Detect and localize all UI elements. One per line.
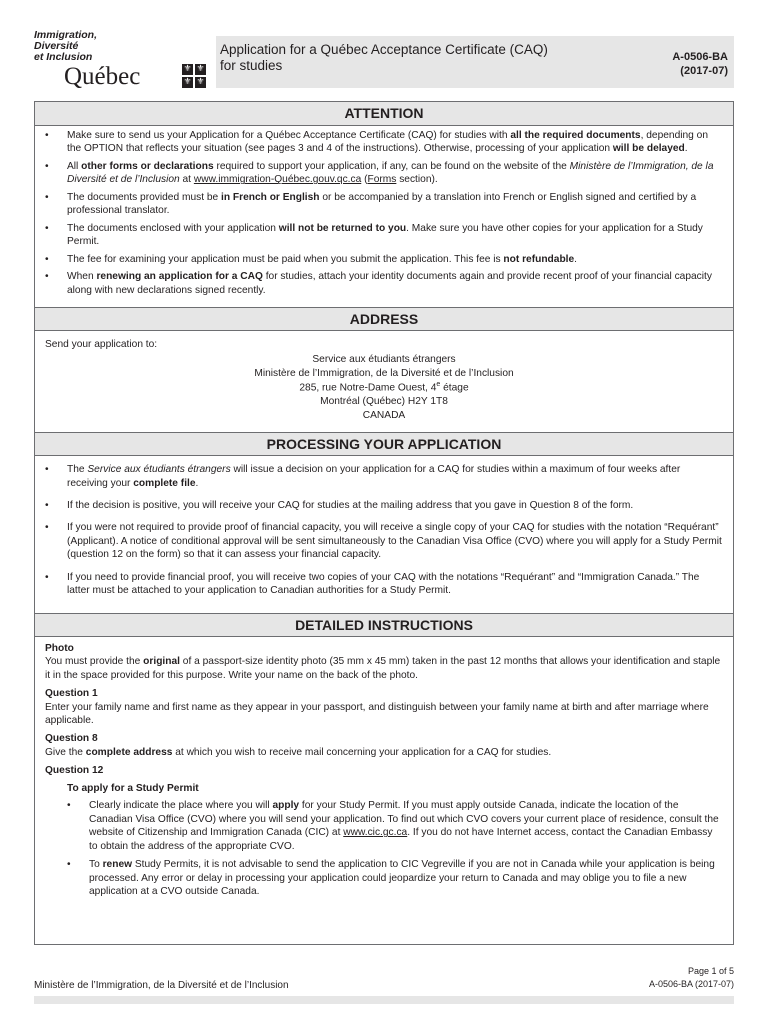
ministry-website-link[interactable]: www.immigration-Québec.gouv.qc.ca	[193, 174, 362, 186]
question-8-text: Give the complete address at which you wish to receive mail concerning your application for a CAQ for studies.	[45, 746, 552, 758]
forms-link[interactable]: Forms	[367, 174, 397, 186]
mailing-address: Service aux étudiants étrangers Ministère de l’Immigration, de la Diversité et de l’Inclusion 285, rue Notre-Dame Ouest, 4e étage Montréal (Québec) H2Y 1T8 CANADA	[254, 354, 514, 421]
question-1-text: Enter your family name and first name as they appear in your passport, and distinguish between your family name at birth and after marriage where applicable.	[45, 701, 709, 726]
list-item: • The Service aux étudiants étrangers will issue a decision on your application for a CAQ for studies within a maximum of four weeks after receiving your complete file.	[45, 463, 723, 490]
form-title: Application for a Québec Acceptance Certificate (CAQ) for studies	[220, 42, 548, 73]
footer-bar	[34, 996, 734, 1004]
question-8-heading: Question 8	[45, 733, 98, 745]
detailed-heading: DETAILED INSTRUCTIONS	[35, 613, 733, 637]
list-item: • If the decision is positive, you will receive your CAQ for studies at the mailing address that you gave in Question 8 of the form.	[45, 499, 723, 512]
study-permit-subheading: To apply for a Study Permit	[67, 782, 199, 794]
photo-heading: Photo	[45, 642, 74, 654]
list-item: • Make sure to send us your Application for a Québec Acceptance Certificate (CAQ) for studies with all the required documents, depending on the OPTION that reflects your situation (see pages 3 and 4 of the instructions). Otherwise, processing of your application will be delayed.	[45, 129, 723, 156]
attention-section	[35, 126, 733, 307]
quebec-wordmark: Québec	[64, 63, 141, 90]
list-item: • If you were not required to provide proof of financial capacity, you will receive a single copy of your CAQ for studies with the notation “Requérant” (Applicant). A notice of conditional approval will be sent simultaneously to the Canadian Visa Office (CVO) where you will apply for a Study Permit (question 12 on the form) so that it can assess your financial capacity.	[45, 521, 723, 561]
list-item: • All other forms or declarations required to support your application, if any, can be found on the website of the Ministère de l’Immigration, de la Diversité et de l’Inclusion at www.immigration-Québec.gouv.qc.ca (Forms section).	[45, 160, 723, 187]
list-item: • The documents enclosed with your application will not be returned to you. Make sure you have other copies for your application for a Study Permit.	[45, 222, 723, 249]
footer-ministry: Ministère de l’Immigration, de la Diversité et de l’Inclusion	[34, 980, 289, 991]
cic-website-link[interactable]: www.cic.gc.ca	[343, 827, 408, 839]
study-permit-list	[45, 799, 723, 898]
quebec-logo	[34, 30, 209, 92]
footer-page-info	[649, 965, 734, 991]
form-code: A-0506-BA (2017-07)	[672, 51, 728, 77]
list-item: • The fee for examining your application must be paid when you submit the application. This fee is not refundable.	[45, 253, 723, 266]
address-heading: ADDRESS	[35, 307, 733, 331]
processing-list	[45, 463, 723, 598]
list-item: • If you need to provide financial proof, you will receive two copies of your CAQ with the notations “Requérant” and “Immigration Canada.” The latter must be attached to your application to Canadian authorities for a Study Permit.	[45, 571, 723, 598]
list-item: • When renewing an application for a CAQ for studies, attach your identity documents again and provide recent proof of your financial capacity along with new declarations signed recently.	[45, 270, 723, 297]
photo-text: You must provide the original of a passport-size identity photo (35 mm x 45 mm) taken in the past 12 months that allows your identification and staple it in the space provided for this purpose. Write your name on the back of the photo.	[45, 656, 721, 681]
instructions-frame	[34, 101, 734, 945]
list-item: • Clearly indicate the place where you will apply for your Study Permit. If you must apply outside Canada, indicate the location of the Canadian Visa Office (CVO) where you will send your application. To find out which CVO covers your current place of residence, consult the website of Citizenship and Immigration Canada (CIC) at www.cic.gc.ca. If you do not have Internet access, contact the Canadian Embassy to obtain the address of the appropriate CVO.	[67, 799, 723, 853]
question-12-heading: Question 12	[45, 765, 104, 777]
attention-heading: ATTENTION	[35, 102, 733, 126]
processing-heading: PROCESSING YOUR APPLICATION	[35, 432, 733, 456]
fleur-de-lis-flag-icon: ⚜ ⚜ ⚜ ⚜	[183, 64, 205, 87]
detailed-section	[35, 637, 733, 910]
footer-form-code: A-0506-BA (2017-07)	[648, 979, 734, 989]
list-item: • The documents provided must be in French or English or be accompanied by a translation into French or English signed and certified by a professional translator.	[45, 191, 723, 218]
form-title-box	[216, 36, 734, 88]
list-item: • To renew Study Permits, it is not advisable to send the application to CIC Vegreville if you are not in Canada while your application is being processed. Any error or delay in processing your application could jeopardize your return to Canada and may oblige you to file a new application at a CVO outside Canada.	[67, 858, 723, 898]
ministry-name: Immigration, Diversité et Inclusion	[34, 29, 98, 63]
page-header	[34, 30, 734, 92]
address-intro: Send your application to:	[45, 338, 158, 350]
question-1-heading: Question 1	[45, 688, 98, 700]
page-number: Page 1 of 5	[687, 966, 734, 976]
address-section	[35, 331, 733, 432]
attention-list	[45, 129, 723, 297]
processing-section	[35, 456, 733, 613]
